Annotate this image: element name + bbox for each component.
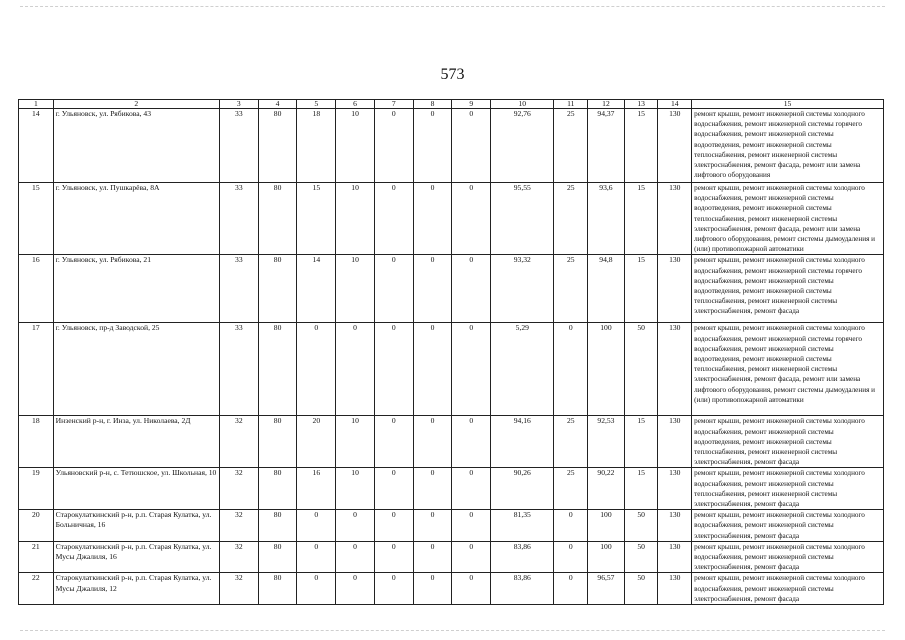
scan-bottom-edge xyxy=(20,630,885,632)
cell-c13: 50 xyxy=(624,573,658,605)
cell-c11: 25 xyxy=(554,468,588,510)
cell-c13: 50 xyxy=(624,541,658,573)
cell-c6: 0 xyxy=(336,541,375,573)
works-list-cell: ремонт крыши, ремонт инженерной системы холодного водоснабжения, ремонт инженерной системы электроснабжения, ремонт фасада xyxy=(692,541,884,573)
cell-c9: 0 xyxy=(452,109,491,183)
cell-c3: 32 xyxy=(219,416,258,468)
cell-c10: 83,86 xyxy=(491,541,554,573)
works-list-cell: ремонт крыши, ремонт инженерной системы холодного водоснабжения, ремонт инженерной системы электроснабжения, ремонт фасада xyxy=(692,573,884,605)
table-row xyxy=(19,541,884,573)
address-cell: Старокулаткинский р-н, р.п. Старая Кулатка, ул. Мусы Джалиля, 16 xyxy=(53,541,219,573)
cell-c3: 33 xyxy=(219,183,258,255)
row-number-cell: 19 xyxy=(19,468,54,510)
cell-c7: 0 xyxy=(374,541,413,573)
row-number-cell: 20 xyxy=(19,510,54,542)
works-list-cell: ремонт крыши, ремонт инженерной системы холодного водоснабжения, ремонт инженерной системы горячего водоснабжения, ремонт инженерной системы водоотведения, ремонт инженерной системы теплоснабжения, ремонт инженерной системы электроснабжения, ремонт фасада xyxy=(692,255,884,323)
row-number-cell: 21 xyxy=(19,541,54,573)
row-number-cell: 22 xyxy=(19,573,54,605)
table-row xyxy=(19,416,884,468)
cell-c7: 0 xyxy=(374,183,413,255)
cell-c11: 0 xyxy=(554,573,588,605)
works-list-cell: ремонт крыши, ремонт инженерной системы холодного водоснабжения, ремонт инженерной системы теплоснабжения, ремонт инженерной системы электроснабжения, ремонт фасада xyxy=(692,468,884,510)
cell-c8: 0 xyxy=(413,541,452,573)
cell-c5: 20 xyxy=(297,416,336,468)
cell-c12: 100 xyxy=(588,541,625,573)
cell-c6: 10 xyxy=(336,416,375,468)
cell-c5: 18 xyxy=(297,109,336,183)
address-cell: г. Ульяновск, пр-д Заводской, 25 xyxy=(53,323,219,416)
cell-c4: 80 xyxy=(258,541,297,573)
address-cell: г. Ульяновск, ул. Пушкарёва, 8А xyxy=(53,183,219,255)
cell-c7: 0 xyxy=(374,468,413,510)
cell-c4: 80 xyxy=(258,323,297,416)
cell-c9: 0 xyxy=(452,183,491,255)
cell-c13: 15 xyxy=(624,416,658,468)
cell-c11: 0 xyxy=(554,510,588,542)
cell-c13: 15 xyxy=(624,109,658,183)
cell-c9: 0 xyxy=(452,510,491,542)
cell-c7: 0 xyxy=(374,109,413,183)
cell-c12: 94,8 xyxy=(588,255,625,323)
cell-c7: 0 xyxy=(374,323,413,416)
cell-c12: 94,37 xyxy=(588,109,625,183)
cell-c4: 80 xyxy=(258,416,297,468)
column-number-2: 2 xyxy=(53,100,219,109)
cell-c8: 0 xyxy=(413,323,452,416)
column-number-13: 13 xyxy=(624,100,658,109)
address-cell: Инзенский р-н, г. Инза, ул. Николаева, 2Д xyxy=(53,416,219,468)
cell-c8: 0 xyxy=(413,183,452,255)
cell-c8: 0 xyxy=(413,416,452,468)
scan-top-edge xyxy=(20,6,885,8)
cell-c4: 80 xyxy=(258,183,297,255)
cell-c8: 0 xyxy=(413,510,452,542)
cell-c7: 0 xyxy=(374,573,413,605)
cell-c9: 0 xyxy=(452,541,491,573)
column-number-3: 3 xyxy=(219,100,258,109)
cell-c10: 92,76 xyxy=(491,109,554,183)
cell-c4: 80 xyxy=(258,109,297,183)
cell-c6: 0 xyxy=(336,573,375,605)
cell-c14: 130 xyxy=(658,541,692,573)
address-cell: Старокулаткинский р-н, р.п. Старая Кулатка, ул. Мусы Джалиля, 12 xyxy=(53,573,219,605)
cell-c10: 5,29 xyxy=(491,323,554,416)
cell-c13: 50 xyxy=(624,510,658,542)
cell-c9: 0 xyxy=(452,255,491,323)
cell-c5: 14 xyxy=(297,255,336,323)
cell-c11: 25 xyxy=(554,183,588,255)
cell-c12: 90,22 xyxy=(588,468,625,510)
cell-c11: 25 xyxy=(554,255,588,323)
cell-c14: 130 xyxy=(658,109,692,183)
cell-c8: 0 xyxy=(413,109,452,183)
works-list-cell: ремонт крыши, ремонт инженерной системы холодного водоснабжения, ремонт инженерной системы электроснабжения, ремонт фасада xyxy=(692,510,884,542)
cell-c7: 0 xyxy=(374,416,413,468)
cell-c10: 81,35 xyxy=(491,510,554,542)
cell-c7: 0 xyxy=(374,255,413,323)
cell-c13: 15 xyxy=(624,255,658,323)
cell-c9: 0 xyxy=(452,416,491,468)
cell-c4: 80 xyxy=(258,255,297,323)
column-number-12: 12 xyxy=(588,100,625,109)
cell-c11: 0 xyxy=(554,323,588,416)
cell-c14: 130 xyxy=(658,573,692,605)
cell-c12: 96,57 xyxy=(588,573,625,605)
address-cell: г. Ульяновск, ул. Рябикова, 43 xyxy=(53,109,219,183)
cell-c10: 95,55 xyxy=(491,183,554,255)
cell-c11: 0 xyxy=(554,541,588,573)
cell-c3: 32 xyxy=(219,573,258,605)
cell-c6: 10 xyxy=(336,109,375,183)
cell-c12: 100 xyxy=(588,323,625,416)
cell-c4: 80 xyxy=(258,510,297,542)
works-list-cell: ремонт крыши, ремонт инженерной системы холодного водоснабжения, ремонт инженерной системы горячего водоснабжения, ремонт инженерной системы водоотведения, ремонт инженерной системы теплоснабжения, ремонт инженерной системы электроснабжения, ремонт фасада, ремонт или замена лифтового оборудования, ремонт системы дымоудаления и (или) противопожарной автоматики xyxy=(692,323,884,416)
row-number-cell: 16 xyxy=(19,255,54,323)
cell-c9: 0 xyxy=(452,323,491,416)
cell-c5: 16 xyxy=(297,468,336,510)
cell-c5: 0 xyxy=(297,510,336,542)
cell-c10: 90,26 xyxy=(491,468,554,510)
column-number-14: 14 xyxy=(658,100,692,109)
cell-c13: 50 xyxy=(624,323,658,416)
column-number-4: 4 xyxy=(258,100,297,109)
table-row xyxy=(19,468,884,510)
cell-c14: 130 xyxy=(658,510,692,542)
column-number-15: 15 xyxy=(692,100,884,109)
row-number-cell: 17 xyxy=(19,323,54,416)
column-number-8: 8 xyxy=(413,100,452,109)
cell-c3: 32 xyxy=(219,468,258,510)
cell-c5: 0 xyxy=(297,573,336,605)
cell-c6: 10 xyxy=(336,183,375,255)
works-list-cell: ремонт крыши, ремонт инженерной системы холодного водоснабжения, ремонт инженерной системы водоотведения, ремонт инженерной системы теплоснабжения, ремонт инженерной системы электроснабжения, ремонт фасада, ремонт или замена лифтового оборудования, ремонт системы дымоудаления и (или) противопожарной автоматики xyxy=(692,183,884,255)
works-list-cell: ремонт крыши, ремонт инженерной системы холодного водоснабжения, ремонт инженерной системы водоотведения, ремонт инженерной системы теплоснабжения, ремонт инженерной системы электроснабжения, ремонт фасада xyxy=(692,416,884,468)
cell-c3: 32 xyxy=(219,510,258,542)
cell-c12: 100 xyxy=(588,510,625,542)
cell-c14: 130 xyxy=(658,255,692,323)
cell-c6: 10 xyxy=(336,468,375,510)
works-list-cell: ремонт крыши, ремонт инженерной системы холодного водоснабжения, ремонт инженерной системы горячего водоснабжения, ремонт инженерной системы водоотведения, ремонт инженерной системы теплоснабжения, ремонт инженерной системы электроснабжения, ремонт фасада, ремонт или замена лифтового оборудования xyxy=(692,109,884,183)
address-cell: г. Ульяновск, ул. Рябикова, 21 xyxy=(53,255,219,323)
page-number: 573 xyxy=(440,66,465,83)
table-row xyxy=(19,109,884,183)
cell-c5: 15 xyxy=(297,183,336,255)
column-number-9: 9 xyxy=(452,100,491,109)
address-cell: Старокулаткинский р-н, р.п. Старая Кулатка, ул. Больничная, 16 xyxy=(53,510,219,542)
column-number-6: 6 xyxy=(336,100,375,109)
address-cell: Ульяновский р-н, с. Тетюшское, ул. Школьная, 10 xyxy=(53,468,219,510)
cell-c12: 92,53 xyxy=(588,416,625,468)
cell-c14: 130 xyxy=(658,416,692,468)
cell-c14: 130 xyxy=(658,183,692,255)
cell-c10: 93,32 xyxy=(491,255,554,323)
cell-c3: 33 xyxy=(219,109,258,183)
column-number-1: 1 xyxy=(19,100,54,109)
table-row xyxy=(19,573,884,605)
cell-c4: 80 xyxy=(258,573,297,605)
cell-c11: 25 xyxy=(554,109,588,183)
column-number-5: 5 xyxy=(297,100,336,109)
cell-c9: 0 xyxy=(452,468,491,510)
cell-c11: 25 xyxy=(554,416,588,468)
cell-c13: 15 xyxy=(624,468,658,510)
cell-c8: 0 xyxy=(413,573,452,605)
cell-c6: 10 xyxy=(336,255,375,323)
table-row xyxy=(19,255,884,323)
cell-c13: 15 xyxy=(624,183,658,255)
row-number-cell: 15 xyxy=(19,183,54,255)
cell-c5: 0 xyxy=(297,541,336,573)
table-row xyxy=(19,323,884,416)
cell-c4: 80 xyxy=(258,468,297,510)
column-number-7: 7 xyxy=(374,100,413,109)
table-row xyxy=(19,183,884,255)
cell-c3: 33 xyxy=(219,255,258,323)
column-number-10: 10 xyxy=(491,100,554,109)
cell-c12: 93,6 xyxy=(588,183,625,255)
column-number-row xyxy=(19,100,884,109)
cell-c9: 0 xyxy=(452,573,491,605)
cell-c5: 0 xyxy=(297,323,336,416)
row-number-cell: 14 xyxy=(19,109,54,183)
cell-c10: 94,16 xyxy=(491,416,554,468)
cell-c14: 130 xyxy=(658,323,692,416)
cell-c7: 0 xyxy=(374,510,413,542)
cell-c6: 0 xyxy=(336,510,375,542)
registry-table xyxy=(18,99,884,605)
cell-c8: 0 xyxy=(413,255,452,323)
cell-c6: 0 xyxy=(336,323,375,416)
cell-c10: 83,86 xyxy=(491,573,554,605)
cell-c8: 0 xyxy=(413,468,452,510)
table-row xyxy=(19,510,884,542)
row-number-cell: 18 xyxy=(19,416,54,468)
column-number-11: 11 xyxy=(554,100,588,109)
cell-c3: 33 xyxy=(219,323,258,416)
cell-c3: 32 xyxy=(219,541,258,573)
cell-c14: 130 xyxy=(658,468,692,510)
